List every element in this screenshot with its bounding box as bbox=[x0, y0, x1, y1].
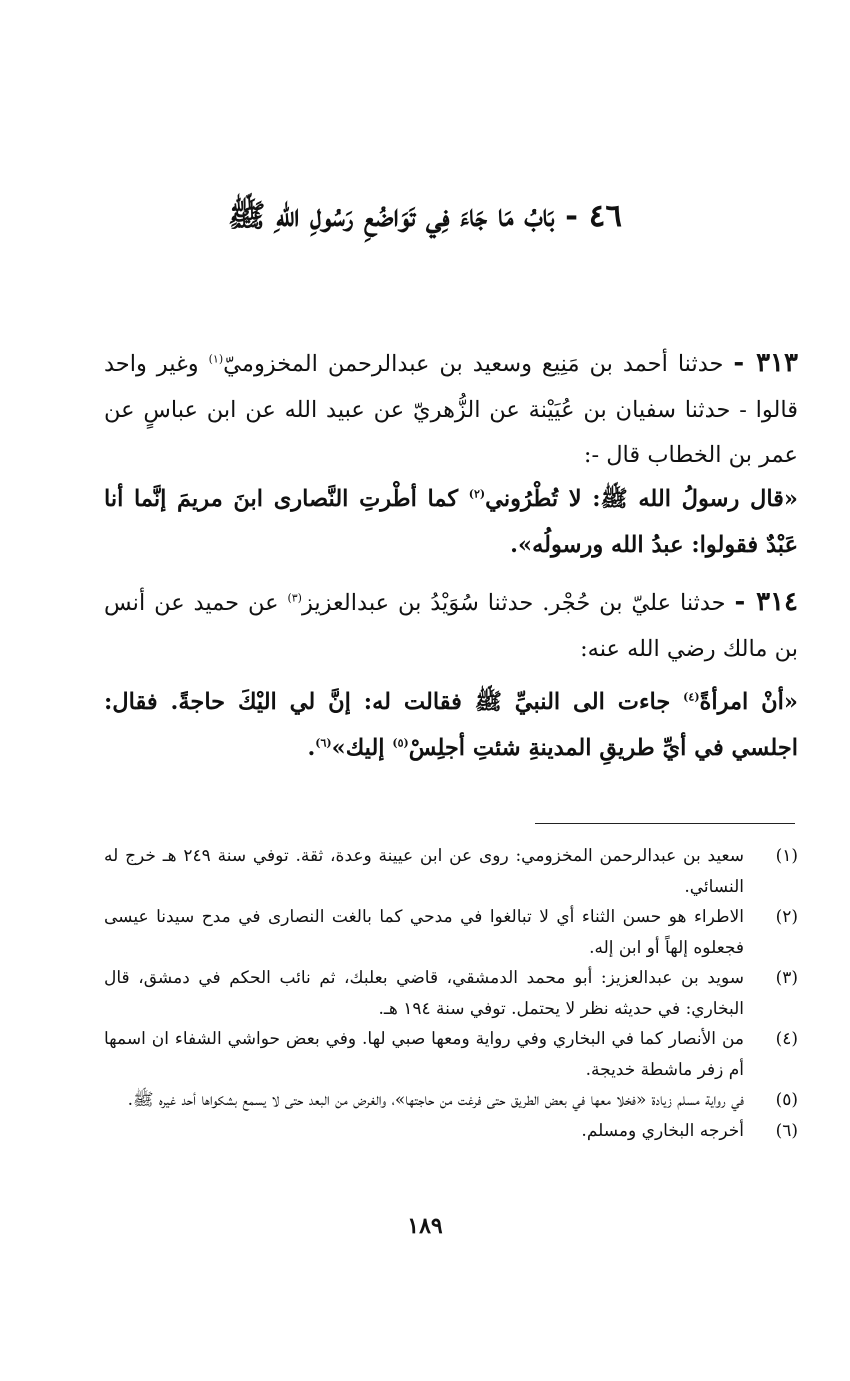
chapter-title: ٤٦ - بَابُ مَا جَاءَ فِي تَوَاضُعِ رَسُولِ اللهِ ﷺ bbox=[227, 198, 623, 234]
footnote-text: الاطراء هو حسن الثناء أي لا تبالغوا في مدحي كما بالغت النصارى في مدح سيدنا عيسى فجعلوه إلهاً أو ابن إله. bbox=[104, 907, 744, 958]
hadith-quote-text: «قال رسولُ الله ﷺ: لا تُطْرُوني bbox=[485, 486, 798, 512]
footnote-item bbox=[104, 963, 798, 1024]
footnote-text: أخرجه البخاري ومسلم. bbox=[581, 1120, 744, 1141]
hadith-quote-text: إليك» bbox=[331, 734, 393, 761]
footnote-item bbox=[104, 902, 798, 963]
hadith-quote-text: جاءت الى النبيِّ ﷺ فقالت له: إنَّ لي اليْكَ حاجةً. فقال: اجلسي في أيِّ طريقِ المدينةِ شئتِ أجلِسْ bbox=[104, 689, 798, 761]
footnote-ref[interactable]: (١) bbox=[208, 352, 224, 366]
hadith-314-quote bbox=[104, 680, 798, 771]
footnote-item bbox=[104, 1024, 798, 1085]
hadith-313-quote bbox=[104, 477, 798, 568]
footnote-text: سعيد بن عبدالرحمن المخزومي: روى عن ابن عيينة وعدة، ثقة. توفي سنة ٢٤٩ هـ خرج له النسائي. bbox=[104, 846, 744, 897]
footnote-text: في رواية مسلم زيادة «فخلا معها في بعض الطريق حتى فرغت من حاجتها»، والغرض من البعد حتى لا يسمع بشكواها أحد غيره ﷺ. bbox=[127, 1090, 744, 1110]
footnote-number: (٣) bbox=[775, 968, 798, 988]
footnote-number: (١) bbox=[775, 846, 798, 866]
hadith-313-chain bbox=[104, 341, 798, 479]
hadith-quote-text: كما أطْرتِ النَّصارى ابنَ مريمَ إنَّما أنا عَبْدٌ فقولوا: عبدُ الله ورسولُه». bbox=[104, 486, 798, 558]
footnote-ref[interactable]: (٥) bbox=[392, 736, 409, 749]
footnote-item bbox=[104, 1116, 798, 1147]
footnotes-section bbox=[104, 841, 798, 1146]
hadith-number: ٣١٤ - bbox=[734, 587, 799, 617]
footnote-number: (٢) bbox=[775, 907, 798, 927]
footnote-ref[interactable]: (٢) bbox=[468, 487, 486, 501]
footnote-text: سويد بن عبدالعزيز: أبو محمد الدمشقي، قاضي بعلبك، ثم نائب الحكم في دمشق، قال البخاري: في حديثه نظر لا يحتمل. توفي سنة ١٩٤ هـ. bbox=[104, 968, 744, 1019]
footnote-ref[interactable]: (٦) bbox=[315, 736, 332, 749]
footnote-number: (٤) bbox=[775, 1029, 798, 1049]
hadith-chain-text: حدثنا أحمد بن مَنِيع وسعيد بن عبدالرحمن المخزوميّ bbox=[223, 351, 734, 377]
hadith-quote-text: . bbox=[307, 734, 316, 761]
hadith-314-chain bbox=[104, 580, 798, 672]
hadith-quote-text: «أنْ امرأةً bbox=[699, 689, 798, 715]
footnote-number: (٥) bbox=[775, 1090, 798, 1110]
hadith-chain-text: وغير واحد قالوا - حدثنا سفيان بن عُيَيْنة عن الزُّهريّ عن عبيد الله عن ابن عباسٍ عن عمر بن الخطاب قال -: bbox=[104, 351, 798, 468]
footnote-divider bbox=[535, 823, 795, 824]
hadith-chain-text: حدثنا عليّ بن حُجْر. حدثنا سُوَيْدُ بن عبدالعزيز bbox=[301, 590, 735, 616]
footnote-text: من الأنصار كما في البخاري وفي رواية ومعها صبي لها. وفي بعض حواشي الشفاء ان اسمها أم زفر ماشطة خديجة. bbox=[104, 1029, 744, 1080]
footnote-item bbox=[104, 1085, 798, 1116]
page-number: ١٨٩ bbox=[407, 1213, 443, 1239]
footnote-ref[interactable]: (٣) bbox=[287, 591, 302, 605]
footnote-ref[interactable]: (٤) bbox=[683, 690, 700, 704]
hadith-chain-text: عن حميد عن أنس بن مالك رضي الله عنه: bbox=[104, 590, 798, 662]
hadith-number: ٣١٣ - bbox=[733, 348, 798, 378]
footnote-item bbox=[104, 841, 798, 902]
footnote-number: (٦) bbox=[775, 1120, 798, 1141]
